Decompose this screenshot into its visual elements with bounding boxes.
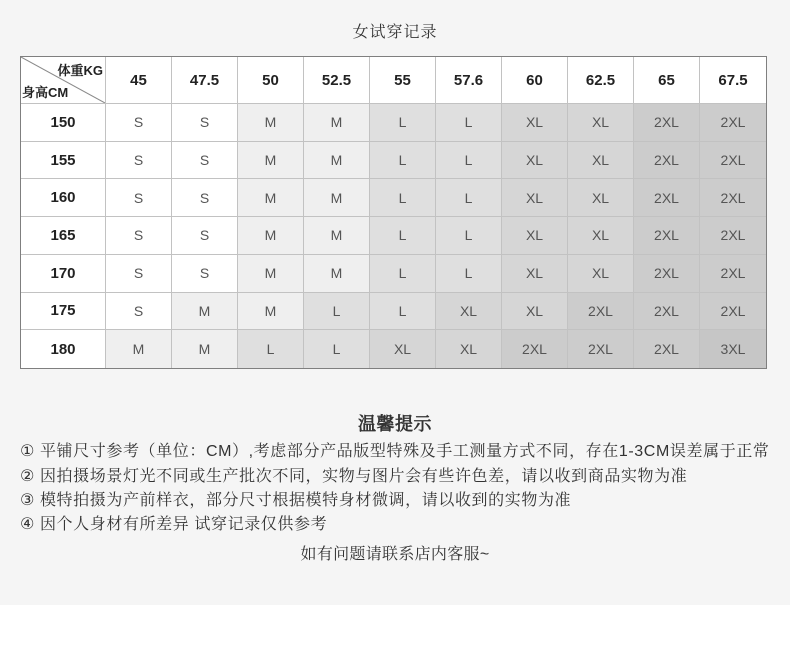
- size-cell: 2XL: [568, 293, 634, 331]
- size-cell: L: [436, 104, 502, 142]
- height-row-label: 175: [21, 293, 106, 331]
- size-cell: 2XL: [700, 255, 766, 293]
- size-cell: XL: [502, 104, 568, 142]
- size-cell: L: [304, 330, 370, 368]
- size-cell: 2XL: [634, 104, 700, 142]
- size-cell: S: [172, 142, 238, 180]
- size-cell: M: [238, 142, 304, 180]
- tip-marker: ②: [20, 468, 35, 485]
- size-cell: XL: [502, 142, 568, 180]
- size-cell: XL: [370, 330, 436, 368]
- size-cell: L: [436, 217, 502, 255]
- size-cell: L: [304, 293, 370, 331]
- size-cell: XL: [502, 255, 568, 293]
- size-cell: 2XL: [634, 217, 700, 255]
- size-cell: 2XL: [634, 255, 700, 293]
- size-cell: S: [106, 142, 172, 180]
- height-axis-label: 身高CM: [22, 85, 69, 100]
- weight-header-cell: 45: [106, 57, 172, 104]
- size-cell: S: [172, 104, 238, 142]
- size-cell: S: [172, 179, 238, 217]
- size-cell: L: [370, 293, 436, 331]
- size-cell: M: [238, 179, 304, 217]
- size-cell: L: [238, 330, 304, 368]
- size-cell: 2XL: [568, 330, 634, 368]
- weight-header-cell: 50: [238, 57, 304, 104]
- size-cell: S: [106, 179, 172, 217]
- tip-item: [20, 491, 571, 511]
- size-cell: L: [370, 104, 436, 142]
- tip-item: [20, 515, 327, 535]
- weight-header-cell: 55: [370, 57, 436, 104]
- size-cell: M: [304, 217, 370, 255]
- height-row-label: 165: [21, 217, 106, 255]
- size-cell: M: [304, 104, 370, 142]
- size-table: [20, 56, 767, 369]
- weight-header-cell: 65: [634, 57, 700, 104]
- height-row-label: 180: [21, 330, 106, 368]
- size-cell: M: [172, 293, 238, 331]
- size-cell: M: [172, 330, 238, 368]
- size-cell: L: [370, 255, 436, 293]
- contact-footer: 如有问题请联系店内客服~: [300, 546, 490, 563]
- size-cell: XL: [568, 217, 634, 255]
- table-corner-cell: [21, 57, 106, 104]
- size-cell: XL: [502, 179, 568, 217]
- size-cell: S: [106, 293, 172, 331]
- size-cell: L: [370, 179, 436, 217]
- height-row-label: 150: [21, 104, 106, 142]
- size-cell: XL: [568, 142, 634, 180]
- weight-header-cell: 67.5: [700, 57, 766, 104]
- tip-marker: ①: [20, 443, 35, 460]
- size-cell: L: [436, 179, 502, 217]
- page-title: 女试穿记录: [352, 24, 438, 41]
- tip-text: 因拍摄场景灯光不同或生产批次不同，实物与图片会有些许色差，请以收到商品实物为准: [39, 468, 688, 485]
- size-cell: 2XL: [700, 217, 766, 255]
- size-cell: S: [172, 217, 238, 255]
- tip-text: 模特拍摄为产前样衣，部分尺寸根据模特身材微调，请以收到的实物为准: [39, 492, 572, 509]
- tips-heading: 温馨提示: [358, 414, 432, 434]
- tip-text: 平铺尺寸参考（单位：CM）,考虑部分产品版型特殊及手工测量方式不同，存在1-3CM误差属于正常: [39, 443, 770, 460]
- size-cell: XL: [568, 179, 634, 217]
- weight-header-cell: 57.6: [436, 57, 502, 104]
- size-cell: S: [106, 217, 172, 255]
- height-row-label: 170: [21, 255, 106, 293]
- size-cell: S: [172, 255, 238, 293]
- size-cell: S: [106, 255, 172, 293]
- size-cell: 2XL: [700, 293, 766, 331]
- size-cell: XL: [568, 104, 634, 142]
- tip-marker: ③: [20, 492, 35, 509]
- height-row-label: 155: [21, 142, 106, 180]
- tip-marker: ④: [20, 516, 35, 533]
- weight-header-cell: 52.5: [304, 57, 370, 104]
- size-cell: M: [238, 217, 304, 255]
- size-cell: M: [304, 142, 370, 180]
- size-cell: 2XL: [700, 179, 766, 217]
- size-cell: L: [370, 142, 436, 180]
- size-cell: M: [106, 330, 172, 368]
- weight-header-cell: 47.5: [172, 57, 238, 104]
- size-cell: XL: [436, 293, 502, 331]
- size-cell: L: [436, 255, 502, 293]
- size-cell: M: [238, 255, 304, 293]
- size-cell: XL: [502, 293, 568, 331]
- weight-header-cell: 62.5: [568, 57, 634, 104]
- tip-item: [20, 442, 770, 462]
- size-cell: 2XL: [502, 330, 568, 368]
- weight-axis-label: 体重KG: [57, 63, 103, 78]
- size-cell: L: [436, 142, 502, 180]
- height-row-label: 160: [21, 179, 106, 217]
- size-cell: XL: [436, 330, 502, 368]
- size-cell: XL: [568, 255, 634, 293]
- size-cell: 2XL: [700, 142, 766, 180]
- size-cell: S: [106, 104, 172, 142]
- size-cell: M: [238, 104, 304, 142]
- size-cell: M: [304, 179, 370, 217]
- size-cell: 2XL: [634, 142, 700, 180]
- tip-text: 因个人身材有所差异 试穿记录仅供参考: [39, 516, 328, 533]
- size-cell: 2XL: [634, 330, 700, 368]
- size-cell: XL: [502, 217, 568, 255]
- tip-item: [20, 467, 687, 487]
- size-cell: L: [370, 217, 436, 255]
- size-cell: 2XL: [700, 104, 766, 142]
- weight-header-cell: 60: [502, 57, 568, 104]
- size-cell: M: [304, 255, 370, 293]
- size-cell: 2XL: [634, 179, 700, 217]
- size-cell: 3XL: [700, 330, 766, 368]
- size-cell: M: [238, 293, 304, 331]
- size-cell: 2XL: [634, 293, 700, 331]
